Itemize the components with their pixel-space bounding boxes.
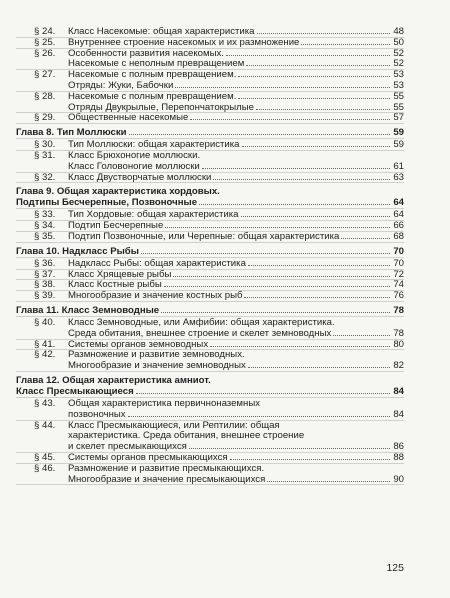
dot-leader <box>164 286 390 287</box>
toc-entry <box>16 173 404 184</box>
dot-leader <box>129 134 390 135</box>
entry-title: характеристика. Среда обитания, внешнее строение <box>68 430 305 442</box>
dot-leader <box>199 204 390 205</box>
dot-leader <box>238 98 390 99</box>
entry-title: Класс Брюхоногие моллюски. <box>68 149 201 161</box>
dot-leader <box>238 76 390 77</box>
toc-entry <box>16 38 404 49</box>
section-number: § 27. <box>34 69 56 81</box>
page-ref: 52 <box>393 47 404 59</box>
section-number: § 45. <box>34 451 56 463</box>
entry-title: Общественные насекомые <box>68 112 189 124</box>
dot-leader <box>189 448 390 449</box>
section-number: § 24. <box>34 26 56 37</box>
entry-title: Отряды: Жуки, Бабочки <box>68 79 174 91</box>
dot-leader <box>226 55 390 56</box>
section-number: § 43. <box>34 397 56 409</box>
page-ref: 66 <box>393 220 404 232</box>
entry-title: Класс Пресмыкающиеся, или Рептилии: общая <box>68 419 280 431</box>
dot-leader <box>210 346 390 347</box>
entry-title: Многообразие и значение костных рыб <box>68 290 243 302</box>
toc-entry <box>16 421 404 453</box>
toc-entry <box>16 399 404 421</box>
dot-leader <box>242 146 391 147</box>
entry-title: Системы органов пресмыкающихся <box>68 451 228 463</box>
table-of-contents <box>16 27 404 485</box>
dot-leader <box>333 335 390 336</box>
page-ref: 61 <box>393 160 404 172</box>
toc-chapter-heading <box>16 127 404 138</box>
section-number: § 31. <box>34 149 56 161</box>
dot-leader <box>301 44 390 45</box>
section-number: § 28. <box>34 90 56 102</box>
page-ref: 64 <box>393 197 404 209</box>
toc-entry <box>16 151 404 173</box>
entry-title: Подтип Бесчерепные <box>68 220 164 232</box>
section-number: § 32. <box>34 171 56 183</box>
page-ref: 72 <box>393 268 404 280</box>
dot-leader <box>256 109 390 110</box>
page-ref: 50 <box>393 36 404 48</box>
divider <box>16 301 404 302</box>
section-number: § 41. <box>34 338 56 350</box>
section-number: § 25. <box>34 36 56 48</box>
toc-entry <box>16 92 404 114</box>
entry-title: Особенности развития насекомых. <box>68 47 224 59</box>
toc-entry <box>16 113 404 124</box>
entry-title: Класс Головоногие моллюски <box>68 160 200 172</box>
toc-entry <box>16 291 404 302</box>
toc-chapter-heading <box>16 375 404 397</box>
page-ref: 64 <box>393 209 404 221</box>
page-ref: 52 <box>393 58 404 70</box>
entry-title: Многообразие и значение пресмыкающихся <box>68 473 266 485</box>
toc-entry <box>16 350 404 372</box>
dot-leader <box>257 33 390 34</box>
entry-title: Класс Хрящевые рыбы <box>68 268 172 280</box>
page-ref: 90 <box>393 473 404 485</box>
page-ref: 53 <box>393 69 404 81</box>
section-number: § 46. <box>34 462 56 474</box>
section-number: § 33. <box>34 209 56 221</box>
dot-leader <box>128 416 390 417</box>
entry-title: Класс Костные рыбы <box>68 279 162 291</box>
entry-title: Системы органов земноводных <box>68 338 209 350</box>
dot-leader <box>175 87 390 88</box>
divider <box>16 182 404 183</box>
dot-leader <box>202 168 390 169</box>
entry-title: позвоночных <box>68 408 126 420</box>
entry-title: Глава 10. Надкласс Рыбы <box>16 245 139 257</box>
entry-title: Тип Моллюски: общая характеристика <box>68 139 240 151</box>
page-ref: 70 <box>393 245 404 257</box>
dot-leader <box>246 65 390 66</box>
dot-leader <box>136 393 390 394</box>
divider <box>16 371 404 372</box>
page-ref: 78 <box>393 304 404 316</box>
entry-title: Насекомые с полным превращением. <box>68 90 237 102</box>
section-number: § 36. <box>34 257 56 269</box>
section-number: § 34. <box>34 220 56 232</box>
page-ref: 86 <box>393 441 404 453</box>
entry-title: Подтип Позвоночные, или Черепные: общая характеристика <box>68 230 340 242</box>
dot-leader <box>248 265 390 266</box>
section-number: § 30. <box>34 139 56 151</box>
page-ref: 59 <box>393 127 404 139</box>
entry-title: Насекомые с полным превращением. <box>68 69 237 81</box>
page-ref: 84 <box>393 385 404 397</box>
entry-title: Многообразие и значение земноводных <box>68 360 246 372</box>
toc-entry <box>16 49 404 71</box>
entry-title: Глава 9. Общая характеристика хордовых. <box>16 186 220 198</box>
page-ref: 80 <box>393 338 404 350</box>
dot-leader <box>173 276 390 277</box>
entry-title: Глава 12. Общая характеристика амниот. <box>16 374 211 386</box>
dot-leader <box>213 179 390 180</box>
page-ref: 57 <box>393 112 404 124</box>
section-number: § 44. <box>34 419 56 431</box>
entry-title: Размножение и развитие земноводных. <box>68 349 245 361</box>
section-number: § 29. <box>34 112 56 124</box>
toc-chapter-heading <box>16 246 404 257</box>
dot-leader <box>141 253 390 254</box>
dot-leader <box>161 312 390 313</box>
toc-chapter-heading <box>16 186 404 208</box>
section-number: § 35. <box>34 230 56 242</box>
dot-leader <box>244 297 390 298</box>
page-ref: 55 <box>393 90 404 102</box>
page-ref: 53 <box>393 79 404 91</box>
entry-title: Тип Хордовые: общая характеристика <box>68 209 239 221</box>
entry-title: Размножение и развитие пресмыкающихся. <box>68 462 265 474</box>
toc-entry <box>16 464 404 486</box>
section-number: § 38. <box>34 279 56 291</box>
page-ref: 59 <box>393 139 404 151</box>
page-ref: 76 <box>393 290 404 302</box>
section-number: § 26. <box>34 47 56 59</box>
entry-title: и скелет пресмыкающихся <box>68 441 187 453</box>
page-ref: 55 <box>393 101 404 113</box>
entry-title: Класс Двустворчатые моллюски <box>68 171 212 183</box>
section-number: § 39. <box>34 290 56 302</box>
page-ref: 78 <box>393 327 404 339</box>
entry-title: Среда обитания, внешнее строение и скелет земноводных <box>68 327 332 339</box>
page-ref: 82 <box>393 360 404 372</box>
entry-title: Общая характеристика первичноназемных <box>68 397 261 409</box>
page-ref: 48 <box>393 26 404 37</box>
dot-leader <box>241 216 390 217</box>
entry-title: Подтипы Бесчерепные, Позвоночные <box>16 197 198 209</box>
page-ref: 88 <box>393 451 404 463</box>
toc-entry <box>16 259 404 270</box>
page-ref: 63 <box>393 171 404 183</box>
toc-entry <box>16 318 404 340</box>
dot-leader <box>190 119 390 120</box>
toc-entry <box>16 70 404 92</box>
entry-title: Надкласс Рыбы: общая характеристика <box>68 257 246 269</box>
entry-title: Класс Пресмыкающиеся <box>16 385 134 397</box>
section-number: § 40. <box>34 316 56 328</box>
entry-title: Класс Насекомые: общая характеристика <box>68 26 255 37</box>
dot-leader <box>341 238 390 239</box>
toc-entry <box>16 232 404 243</box>
dot-leader <box>230 459 390 460</box>
page-number: 125 <box>386 562 404 574</box>
entry-title: Глава 11. Класс Земноводные <box>16 304 160 316</box>
dot-leader <box>267 481 390 482</box>
entry-title: Отряды Двукрылые, Перепончатокрылые <box>68 101 254 113</box>
page-ref: 74 <box>393 279 404 291</box>
divider <box>16 242 404 243</box>
toc-chapter-heading <box>16 305 404 316</box>
entry-title: Внутреннее строение насекомых и их размножение <box>68 36 300 48</box>
page-ref: 84 <box>393 408 404 420</box>
entry-title: Глава 8. Тип Моллюски <box>16 127 127 139</box>
section-number: § 37. <box>34 268 56 280</box>
divider <box>16 484 404 485</box>
dot-leader <box>165 227 390 228</box>
dot-leader <box>248 367 390 368</box>
entry-title: Насекомые с неполным превращением <box>68 58 245 70</box>
page-ref: 70 <box>393 257 404 269</box>
section-number: § 42. <box>34 349 56 361</box>
entry-title: Класс Земноводные, или Амфибии: общая характеристика. <box>68 316 335 328</box>
page-ref: 68 <box>393 230 404 242</box>
divider <box>16 123 404 124</box>
